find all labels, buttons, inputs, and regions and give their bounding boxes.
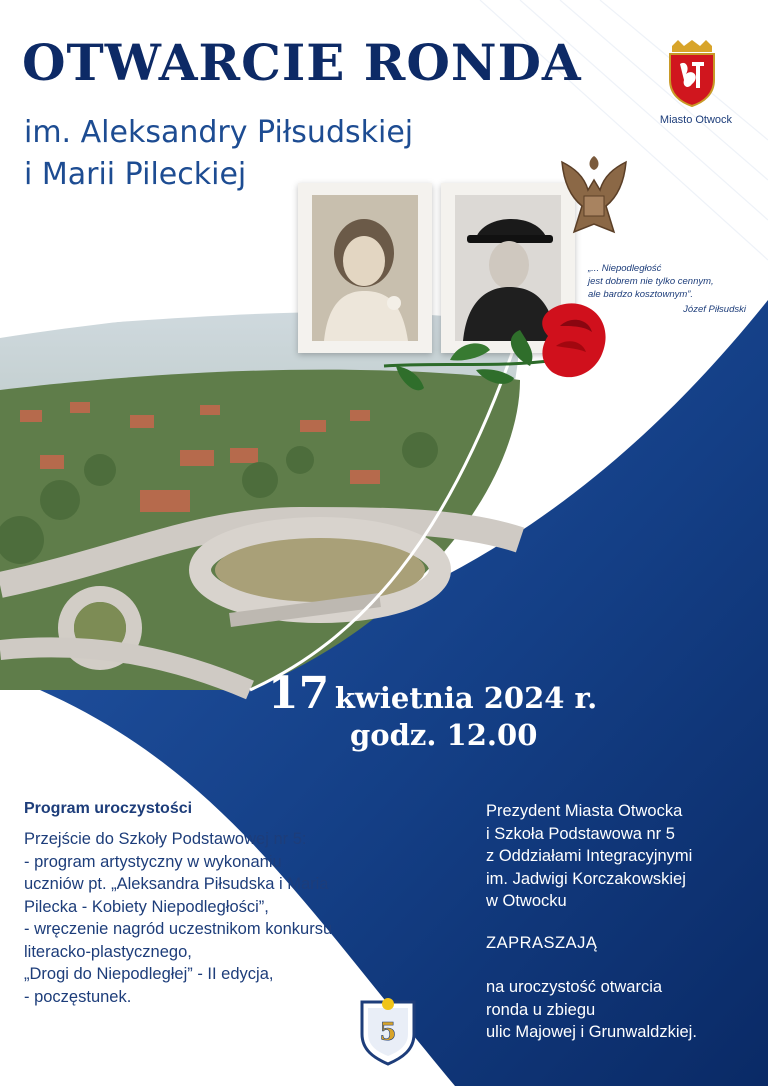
program-line: Pilecka - Kobiety Niepodległości”, xyxy=(24,897,269,916)
page-title: OTWARCIE RONDA xyxy=(22,33,582,92)
inviters-block xyxy=(486,800,756,913)
city-crest-label: Miasto Otwock xyxy=(659,114,733,126)
quote-author: Józef Piłsudski xyxy=(683,304,746,315)
quote-line-1: „... Niepodległość xyxy=(588,263,662,274)
event-day: 17 xyxy=(268,668,330,719)
eagle-emblem-icon xyxy=(554,150,634,246)
program-line: - program artystyczny w wykonaniu xyxy=(24,852,282,871)
program-line: - poczęstunek. xyxy=(24,987,132,1006)
program-line: literacko-plastycznego, xyxy=(24,942,192,961)
school-badge-icon xyxy=(356,994,420,1066)
subtitle-line-2: i Marii Pileckiej xyxy=(24,157,247,192)
red-rose-icon xyxy=(380,296,620,412)
subtitle-line-1: im. Aleksandry Piłsudskiej xyxy=(24,115,414,150)
quote-line-2: jest dobrem nie tylko cennym, xyxy=(588,276,714,287)
program-list xyxy=(24,828,394,1008)
event-time: godz. 12.00 xyxy=(350,718,538,752)
inviter-line: z Oddziałami Integracyjnymi xyxy=(486,847,693,865)
inviter-line: Prezydent Miasta Otwocka xyxy=(486,802,683,820)
event-date xyxy=(268,668,597,719)
invite-word: ZAPRASZAJĄ xyxy=(486,934,598,952)
invite-detail-line: na uroczystość otwarcia xyxy=(486,978,663,996)
program-line: „Drogi do Niepodległej” - II edycja, xyxy=(24,965,274,983)
invite-detail-line: ronda u zbiegu xyxy=(486,1000,596,1019)
otwock-coat-of-arms-icon xyxy=(666,38,718,108)
inviter-line: im. Jadwigi Korczakowskiej xyxy=(486,869,686,888)
invite-detail-line: ulic Majowej i Grunwaldzkiej. xyxy=(486,1023,697,1041)
program-line: uczniów pt. „Aleksandra Piłsudska i Maria xyxy=(24,875,329,893)
quote-line-3: ale bardzo kosztownym”. xyxy=(588,289,694,300)
school-badge-number: 5 xyxy=(379,1017,397,1046)
program-heading: Program uroczystości xyxy=(24,800,193,817)
invite-details xyxy=(486,976,697,1044)
program-line: - wręczenie nagród uczestnikom konkursu xyxy=(24,920,333,938)
event-month-year: kwietnia 2024 r. xyxy=(334,681,598,715)
inviter-line: w Otwocku xyxy=(486,892,567,910)
inviter-line: i Szkoła Podstawowa nr 5 xyxy=(486,824,675,843)
program-line: Przejście do Szkoły Podstawowej nr 5: xyxy=(24,830,307,848)
